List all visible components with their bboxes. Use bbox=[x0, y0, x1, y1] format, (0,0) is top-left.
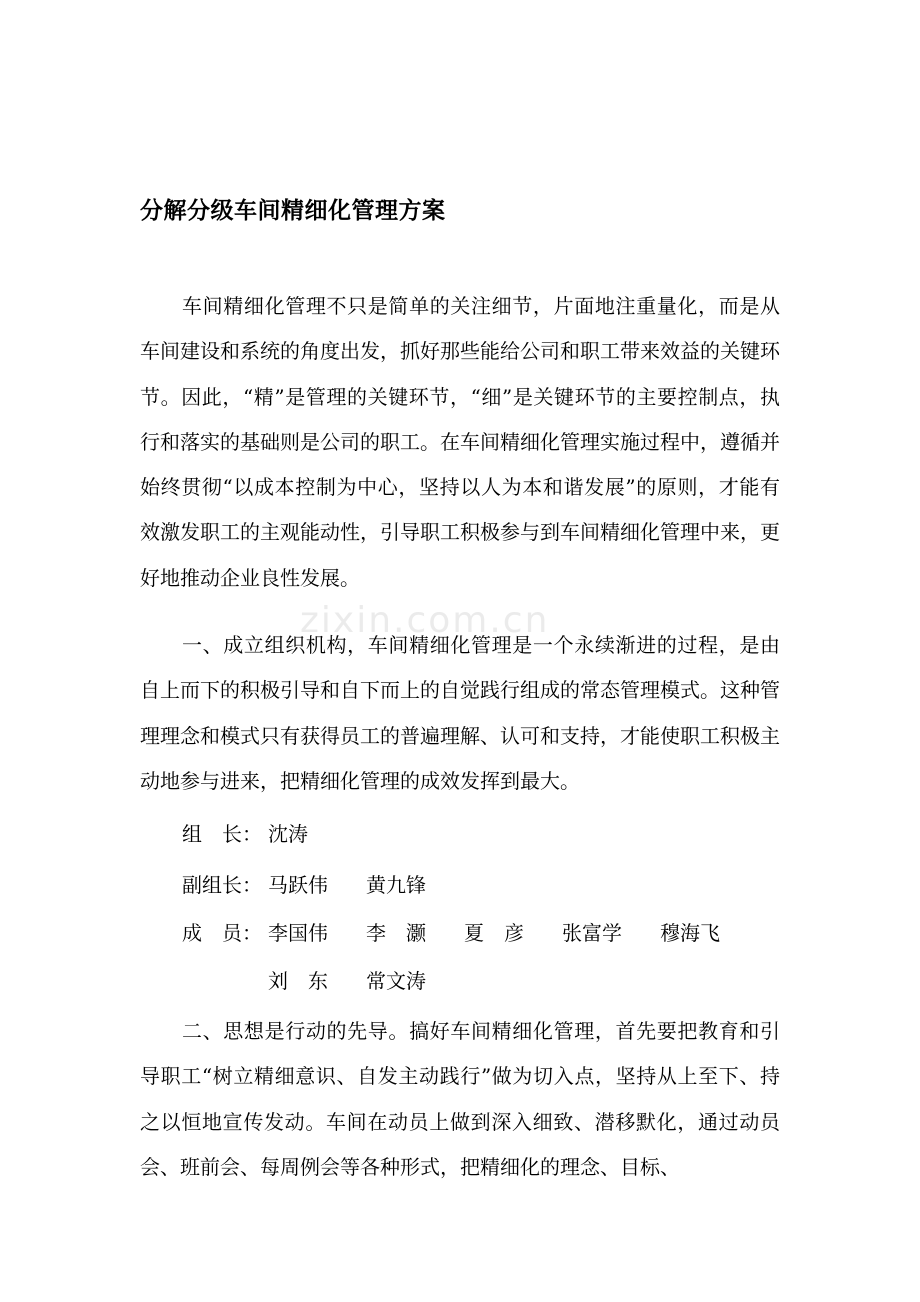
member-name: 穆海飞 bbox=[660, 921, 720, 945]
deputy-label: 副组长： bbox=[182, 873, 262, 897]
leader-name: 沈涛 bbox=[268, 822, 308, 846]
paragraph-intro: 车间精细化管理不只是简单的关注细节，片面地注重量化，而是从车间建设和系统的角度出发，抓好那些能给公司和职工带来效益的关键环节。因此，“精”是管理的关键环节，“细”是关键环节的主要控制点，执行和落实的基础则是公司的职工。在车间精细化管理实施过程中，遵循并始终贯彻“以成本控制为中心，坚持以人为本和谐发展”的原则，才能有效激发职工的主观能动性，引导职工积极参与到车间精细化管理中来，更好地推动企业良性发展。 bbox=[140, 294, 780, 590]
document-title: 分解分级车间精细化管理方案 bbox=[140, 197, 446, 224]
watermark: zixin.com.cn bbox=[300, 600, 550, 641]
paragraph-section-1: 一、成立组织机构，车间精细化管理是一个永续渐进的过程，是由自上而下的积极引导和自下而上的自觉践行组成的常态管理模式。这种管理理念和模式只有获得员工的普遍理解、认可和支持，才能使职工积极主动地参与进来，把精细化管理的成效发挥到最大。 bbox=[140, 633, 780, 793]
deputy-name: 马跃伟 bbox=[268, 873, 328, 897]
roster-members-row bbox=[182, 920, 758, 946]
roster-members-row-2 bbox=[268, 968, 464, 994]
deputy-name: 黄九锋 bbox=[366, 873, 426, 897]
member-name: 李国伟 bbox=[268, 921, 328, 945]
member-name: 李 灏 bbox=[366, 921, 426, 945]
members-label: 成 员： bbox=[182, 921, 262, 945]
member-name: 张富学 bbox=[562, 921, 622, 945]
roster-leader-row bbox=[182, 821, 308, 847]
member-name: 夏 彦 bbox=[464, 921, 524, 945]
leader-label: 组 长： bbox=[182, 822, 262, 846]
roster-deputy-row bbox=[182, 872, 464, 898]
paragraph-section-2: 二、思想是行动的先导。搞好车间精细化管理，首先要把教育和引导职工“树立精细意识、自发主动践行”做为切入点，坚持从上至下、持之以恒地宣传发动。车间在动员上做到深入细致、潜移默化，通过动员会、班前会、每周例会等各种形式，把精细化的理念、目标、 bbox=[140, 1019, 780, 1179]
member-name: 常文涛 bbox=[366, 969, 426, 993]
member-name: 刘 东 bbox=[268, 969, 328, 993]
